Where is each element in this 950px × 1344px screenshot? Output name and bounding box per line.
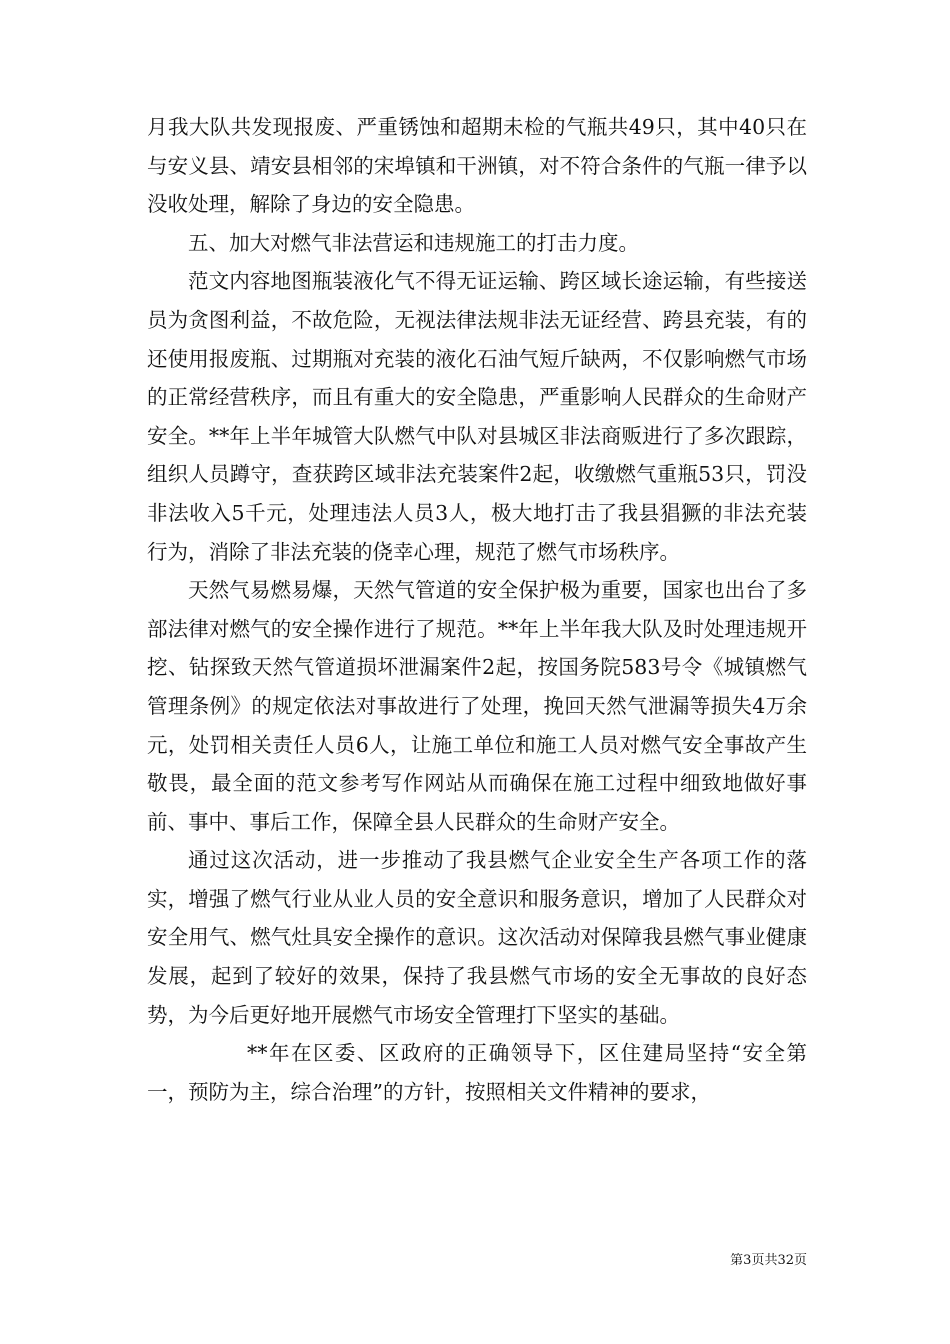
page-number: 第3页共32页 [730, 1253, 807, 1268]
section-heading-5: 五、加大对燃气非法营运和违规施工的打击力度。 [188, 230, 639, 255]
paragraph-illegal-operation: 范文内容地图瓶装液化气不得无证运输、跨区域长途运输，有些接送员为贪图利益，不故危险，无视法律法规非法无证经营、跨县充装，有的还使用报废瓶、过期瓶对充装的液化石油气短斤缺两，不仅影响燃气市场的正常经营秩序，而且有重大的安全隐患，严重影响人民群众的生命财产安全。**年上半年城管大队燃气中队对县城区非法商贩进行了多次跟踪，组织人员蹲守，查获跨区域非法充装案件2起，收缴燃气重瓶53只，罚没非法收入5千元，处理违法人员3人，极大地打击了我县猖獗的非法充装行为，消除了非法充装的侥幸心理，规范了燃气市场秩序。 [147, 269, 807, 564]
paragraph-continuation: 月我大队共发现报废、严重锈蚀和超期未检的气瓶共49只，其中40只在与安义县、靖安县相邻的宋埠镇和干洲镇，对不符合条件的气瓶一律予以没收处理，解除了身边的安全隐患。 [147, 115, 807, 217]
paragraph-summary: 通过这次活动，进一步推动了我县燃气企业安全生产各项工作的落实，增强了燃气行业从业人员的安全意识和服务意识，增加了人民群众对安全用气、燃气灶具安全操作的意识。这次活动对保障我县燃气事业健康发展，起到了较好的效果，保持了我县燃气市场的安全无事故的良好态势，为今后更好地开展燃气市场安全管理打下坚实的基础。 [147, 848, 807, 1027]
paragraph-district-intro: **年在区委、区政府的正确领导下，区住建局坚持“安全第一，预防为主，综合治理”的方针，按照相关文件精神的要求， [147, 1041, 807, 1104]
paragraph-pipeline-safety: 天然气易燃易爆，天然气管道的安全保护极为重要，国家也出台了多部法律对燃气的安全操作进行了规范。**年上半年我大队及时处理违规开挖、钻探致天然气管道损坏泄漏案件2起，按国务院583号令《城镇燃气管理条例》的规定依法对事故进行了处理，挽回天然气泄漏等损失4万余元，处罚相关责任人员6人，让施工单位和施工人员对燃气安全事故产生敬畏，最全面的范文参考写作网站从而确保在施工过程中细致地做好事前、事中、事后工作，保障全县人民群众的生命财产安全。 [147, 578, 807, 834]
document-body [147, 108, 807, 1111]
